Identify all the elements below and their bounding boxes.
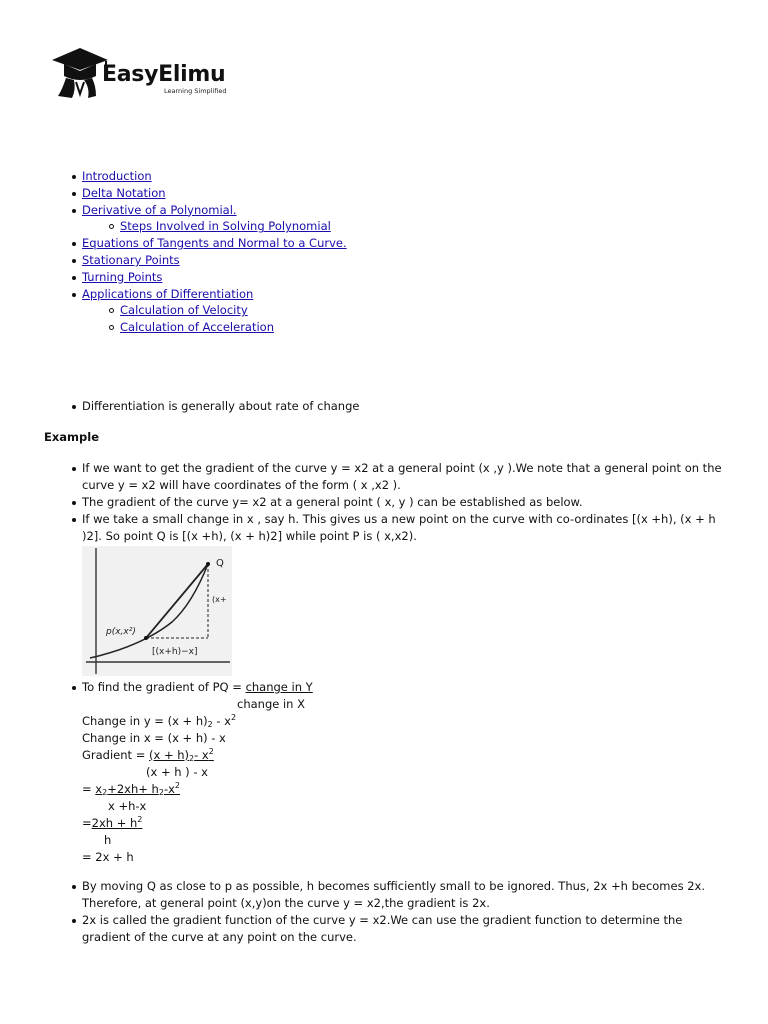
- expansion-denominator: x +h-x: [108, 799, 147, 813]
- graduation-cap-icon: [50, 46, 110, 102]
- change-in-x: Change in x = (x + h) - x: [82, 731, 226, 745]
- toc-link[interactable]: Introduction: [82, 169, 152, 183]
- toc-link[interactable]: Stationary Points: [82, 252, 180, 267]
- toc-item-tangents-normal: [82, 235, 347, 252]
- gradient-denominator: (x + h ) - x: [146, 765, 208, 779]
- text-segment: 2: [174, 781, 180, 790]
- text-segment: =: [82, 782, 96, 796]
- toc-subitem-steps-polynomial: [82, 218, 347, 235]
- text-segment: 2: [102, 788, 108, 797]
- bullet-gradient-established: The gradient of the curve y= x2 at a general point ( x, y ) can be established as below.: [82, 494, 732, 511]
- dy-label: (x+: [212, 595, 227, 604]
- toc-item-applications: [82, 286, 347, 303]
- simplified-line: [82, 815, 142, 831]
- text-segment: 2: [207, 720, 213, 729]
- fraction-denominator: change in X: [237, 697, 305, 711]
- bullet-find-gradient: [82, 679, 732, 696]
- dx-label: [(x+h)−x]: [152, 647, 198, 657]
- toc-link[interactable]: Calculation of Acceleration: [120, 320, 275, 335]
- simplified-denominator: h: [104, 833, 112, 847]
- text-segment: - x: [212, 714, 231, 728]
- text-segment: 2: [158, 788, 164, 797]
- toc-item-delta-notation: [82, 185, 347, 202]
- result-line: = 2x + h: [82, 850, 134, 864]
- text-segment: Change in y = (x + h): [82, 714, 208, 728]
- expansion-numerator: [95, 782, 180, 796]
- text-segment: x: [95, 782, 103, 796]
- curve-gradient-figure: [82, 546, 232, 676]
- toc-link[interactable]: Calculation of Velocity: [120, 303, 248, 318]
- toc-item-stationary-points: [82, 252, 347, 269]
- toc-link[interactable]: Equations of Tangents and Normal to a Curve.: [82, 236, 347, 251]
- toc-link[interactable]: Derivative of a Polynomial.: [82, 202, 237, 217]
- intro-bullet: Differentiation is generally about rate of change: [82, 398, 732, 415]
- brand-tagline: Learning Simplified: [164, 87, 227, 95]
- easyelimu-logo[interactable]: [50, 46, 250, 102]
- toc-link[interactable]: Steps Involved in Solving Polynomial: [120, 219, 331, 234]
- toc-link[interactable]: Delta Notation: [82, 185, 166, 200]
- expansion-line: [82, 781, 180, 797]
- toc-subitem-velocity: [82, 302, 347, 319]
- bullet-general-point: If we want to get the gradient of the curve y = x2 at a general point (x ,y ).We note that a general point on the curve y = x2 will have coordinates of the form ( x ,x2 ).: [82, 460, 732, 494]
- brand-name: EasyElimu: [102, 62, 226, 87]
- text-segment: (x + h): [149, 748, 190, 762]
- toc-subitem-acceleration: [82, 319, 347, 336]
- toc-link[interactable]: Turning Points: [82, 269, 163, 284]
- text-segment: Gradient =: [82, 748, 150, 762]
- text-segment: 2xh + h: [91, 816, 138, 830]
- fraction-numerator: change in Y: [245, 680, 313, 694]
- toc-item-turning-points: [82, 269, 347, 286]
- bullet-moving-q: By moving Q as close to p as possible, h becomes sufficiently small to be ignored. Thus, 2x +h becomes 2x. Therefore, at general point (x,y)on the curve y = x2,the gradient is 2x.: [82, 878, 732, 912]
- bullet-gradient-function: 2x is called the gradient function of the curve y = x2.We can use the gradient function to determine the gradient of the curve at any point on the curve.: [82, 912, 732, 946]
- table-of-contents: [82, 168, 347, 336]
- text-segment: 2: [137, 815, 143, 824]
- gradient-line: [82, 747, 214, 763]
- gradient-numerator: [149, 748, 214, 762]
- text-segment: +2xh+ h: [107, 782, 159, 796]
- text-segment: 2: [208, 747, 214, 756]
- derivation-intro: To find the gradient of PQ =: [82, 680, 246, 694]
- text-segment: - x: [194, 748, 209, 762]
- point-p-label: p(x,x²): [106, 627, 136, 637]
- bullet-small-change: If we take a small change in x , say h. This gives us a new point on the curve with co-ordinates [(x +h), (x + h )2]. So point Q is [(x +h), (x + h)2] while point P is ( x,x2).: [82, 511, 732, 545]
- point-q-label: Q: [216, 558, 224, 569]
- text-segment: 2: [230, 713, 237, 722]
- curve-sketch: [82, 546, 232, 676]
- text-segment: 2: [189, 754, 195, 763]
- example-heading: Example: [44, 430, 99, 444]
- change-in-y: [82, 713, 236, 729]
- text-segment: =: [82, 816, 92, 830]
- toc-link[interactable]: Applications of Differentiation: [82, 286, 254, 301]
- toc-item-derivative-polynomial: [82, 202, 347, 219]
- text-segment: -x: [163, 782, 175, 796]
- simplified-numerator: [92, 816, 143, 830]
- toc-item-introduction: [82, 168, 347, 185]
